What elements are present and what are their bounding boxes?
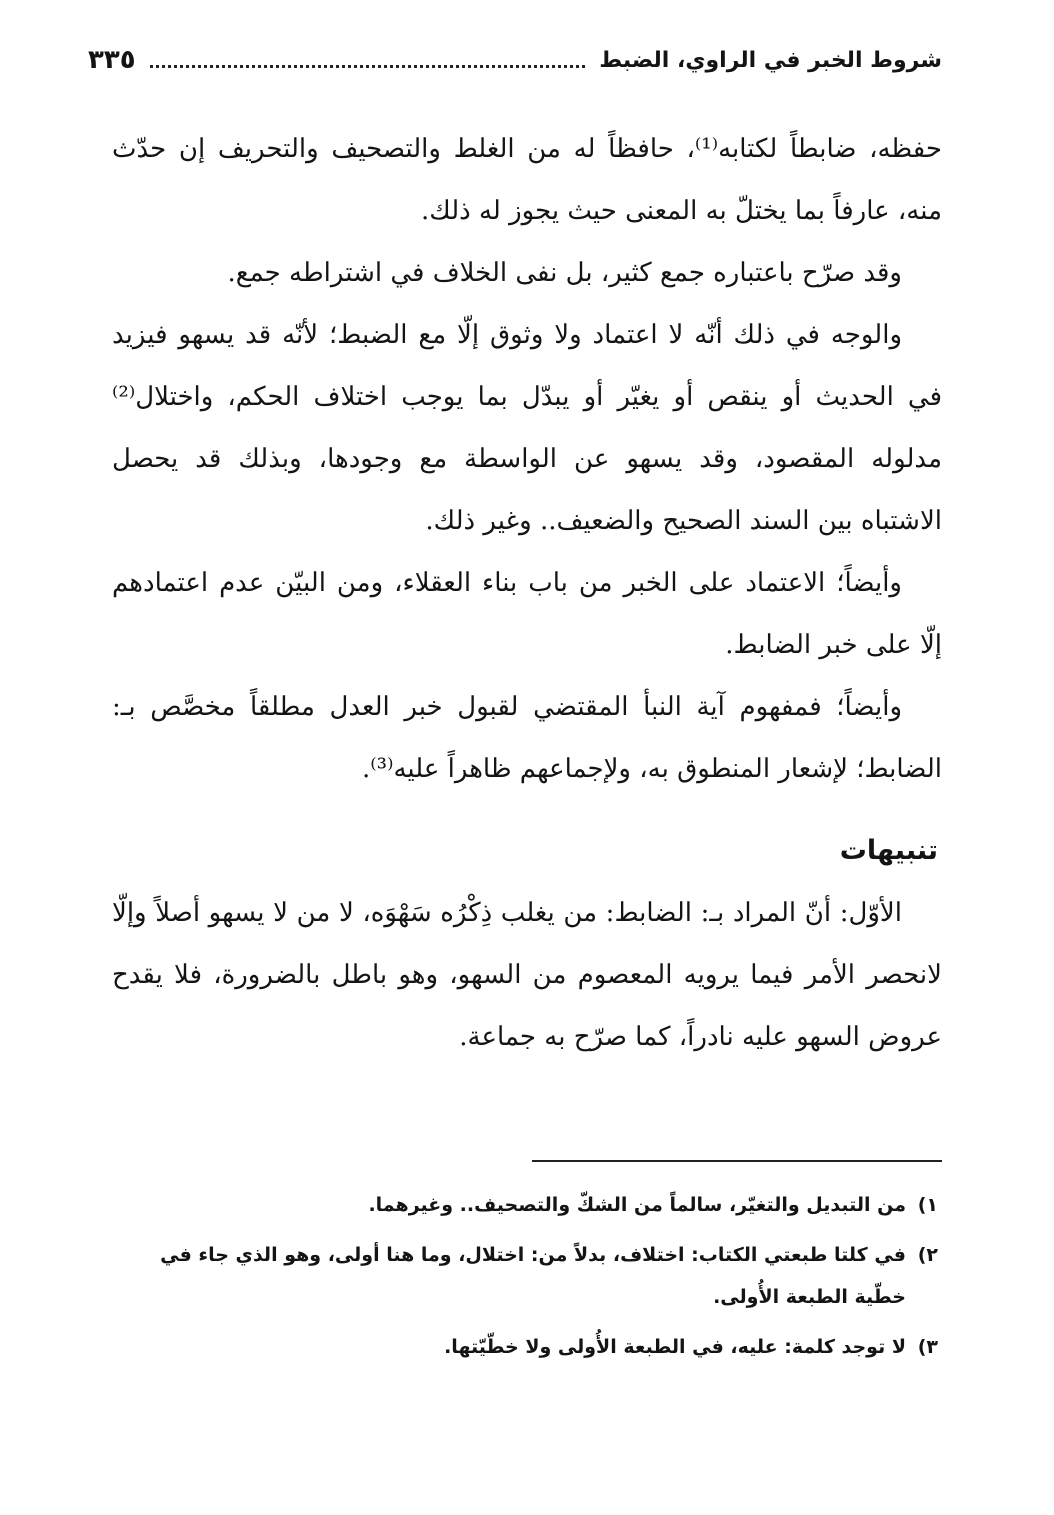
main-text: [112, 118, 942, 1068]
paragraph-4: وأيضاً؛ الاعتماد على الخبر من باب بناء العقلاء، ومن البيّن عدم اعتمادهم إلّا على خبر الضابط.: [112, 568, 942, 660]
footnote-separator: [532, 1160, 942, 1162]
footnote-number: ١): [917, 1194, 938, 1216]
header-dotted-leader: [150, 65, 586, 68]
running-header: [88, 38, 942, 82]
footnote-text: لا توجد كلمة: عليه، في الطبعة الأُولى ولا خطّيّتها.: [444, 1336, 906, 1358]
footnote-text: في كلتا طبعتي الكتاب: اختلاف، بدلاً من: اختلال، وما هنا أولى، وهو الذي جاء في خطّية الطبعة الأُولى.: [160, 1244, 906, 1308]
running-header-title: شروط الخبر في الراوي، الضبط: [599, 47, 942, 73]
paragraph-6: الأوّل: أنّ المراد بـ: الضابط: من يغلب ذِكْرُه سَهْوَه، لا من لا يسهو أصلاً وإلّا لانحصر الأمر فيما يرويه المعصوم من السهو، وهو باطل بالضرورة، فلا يقدح عروض السهو عليه نادراً، كما صرّح به جماعة.: [112, 898, 942, 1052]
footnote-3: [112, 1326, 938, 1368]
footnotes: [112, 1184, 938, 1376]
footnote-number: ٣): [917, 1336, 938, 1358]
section-heading: تنبيهات: [839, 835, 938, 866]
page-number: ٣٣٥: [88, 45, 136, 75]
paragraph-5: وأيضاً؛ فمفهوم آية النبأ المقتضي لقبول خبر العدل مطلقاً مخصَّص بـ: الضابط؛ لإشعار المنطوق به، ولإجماعهم ظاهراً عليه⁽³⁾.: [112, 692, 942, 784]
footnote-2: [112, 1234, 938, 1318]
footnote-text: من التبديل والتغيّر، سالماً من الشكّ والتصحيف.. وغيرهما.: [368, 1194, 906, 1216]
paragraph-2: وقد صرّح باعتباره جمع كثير، بل نفى الخلاف في اشتراطه جمع.: [227, 258, 902, 288]
paragraph-3: والوجه في ذلك أنّه لا اعتماد ولا وثوق إلّا مع الضبط؛ لأنّه قد يسهو فيزيد في الحديث أو ينقص أو يغيّر أو يبدّل بما يوجب اختلاف الحكم، واختلال⁽²⁾ مدلوله المقصود، وقد يسهو عن الواسطة مع وجودها، وبذلك قد يحصل الاشتباه بين السند الصحيح والضعيف.. وغير ذلك.: [112, 320, 942, 536]
paragraph-1: حفظه، ضابطاً لكتابه⁽¹⁾، حافظاً له من الغلط والتصحيف والتحريف إن حدّث منه، عارفاً بما يختلّ به المعنى حيث يجوز له ذلك.: [112, 134, 942, 226]
footnote-1: [112, 1184, 938, 1226]
footnote-number: ٢): [917, 1244, 938, 1266]
